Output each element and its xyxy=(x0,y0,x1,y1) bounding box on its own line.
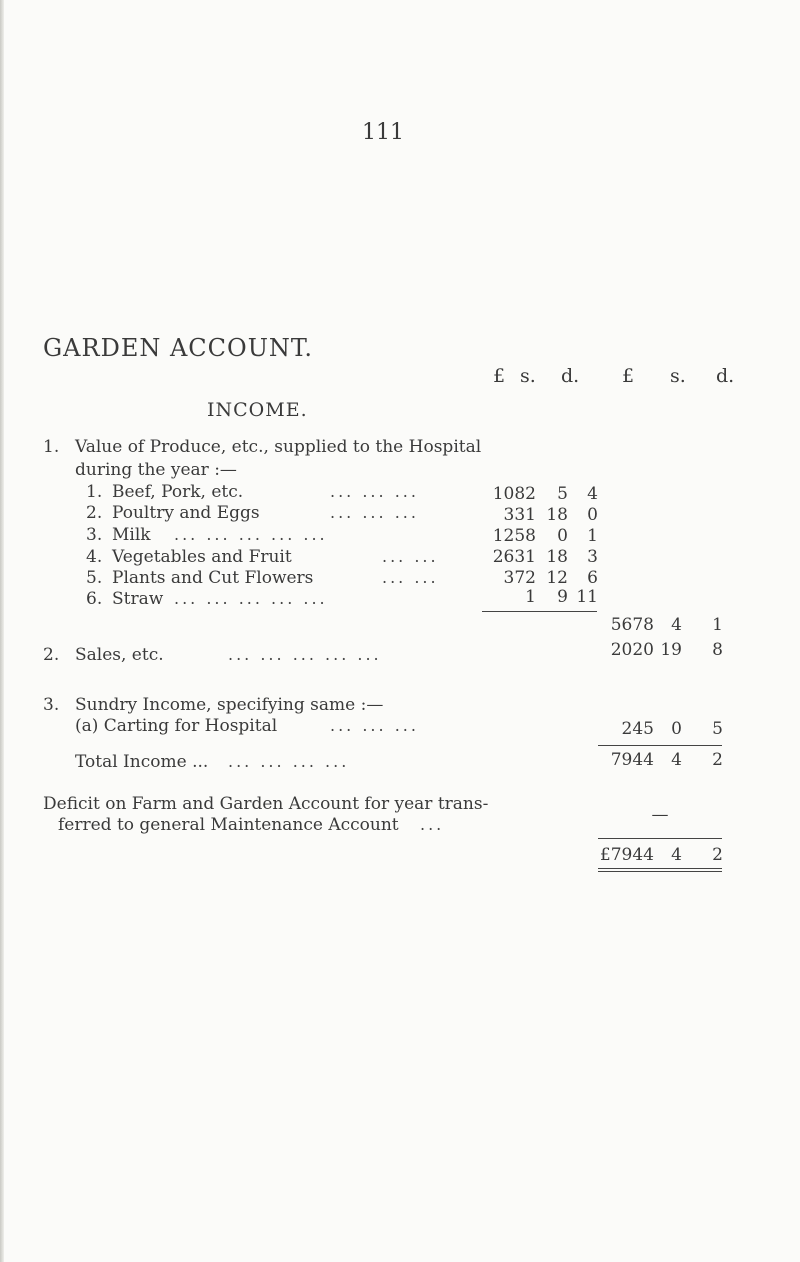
subitem-pounds: 1258 xyxy=(492,526,536,546)
subitem-number: 2. xyxy=(86,503,103,523)
item3-line1: Sundry Income, specifying same :— xyxy=(75,695,384,715)
item3-total-pence: 5 xyxy=(712,719,723,739)
subitem-shillings: 18 xyxy=(546,505,568,525)
deficit-line1: Deficit on Farm and Garden Account for year trans- xyxy=(43,794,489,814)
subitem-label: Beef, Pork, etc. xyxy=(112,482,244,502)
leader-dots: ... ... ... ... ... xyxy=(174,525,328,544)
subitem-shillings: 9 xyxy=(557,587,568,607)
item2-total-pounds: 2020 xyxy=(610,640,654,660)
page-edge-shadow xyxy=(0,0,4,1262)
subitem-pence: 1 xyxy=(587,526,598,546)
subitem-label: Milk xyxy=(112,525,151,545)
page-title: GARDEN ACCOUNT. xyxy=(43,334,314,362)
item1-total-shillings: 4 xyxy=(671,615,682,635)
item2-total-shillings: 19 xyxy=(660,640,682,660)
subitem-label: Vegetables and Fruit xyxy=(112,547,292,567)
leader-dots: ... xyxy=(420,815,445,834)
grand-total-pence: 2 xyxy=(712,845,723,865)
subitem-pence: 6 xyxy=(587,568,598,588)
item1-total-pence: 1 xyxy=(712,615,723,635)
item2-number: 2. xyxy=(43,645,60,665)
item3-total-pounds: 245 xyxy=(621,719,654,739)
item3-number: 3. xyxy=(43,695,60,715)
subitem-number: 4. xyxy=(86,547,103,567)
subitem-pounds: 372 xyxy=(503,568,536,588)
total-income-shillings: 4 xyxy=(671,750,682,770)
subitem-pence: 11 xyxy=(576,587,598,607)
subitem-shillings: 0 xyxy=(557,526,568,546)
item1-line1: Value of Produce, etc., supplied to the Hospital xyxy=(75,437,482,457)
header-shillings-total: s. xyxy=(670,365,686,387)
item1-line2: during the year :— xyxy=(75,460,237,480)
item1-number: 1. xyxy=(43,437,60,457)
item3-total-shillings: 0 xyxy=(671,719,682,739)
subitem-pounds: 1082 xyxy=(492,484,536,504)
subitem-label: Plants and Cut Flowers xyxy=(112,568,314,588)
page-number: 111 xyxy=(362,120,404,145)
leader-dots: ... ... ... ... ... xyxy=(228,645,382,664)
subitem-label: Straw xyxy=(112,589,164,609)
grand-total-shillings: 4 xyxy=(671,845,682,865)
total-income-pence: 2 xyxy=(712,750,723,770)
subitem-pounds: 331 xyxy=(503,505,536,525)
header-pence-total: d. xyxy=(716,365,735,387)
subitem-number: 5. xyxy=(86,568,103,588)
subitem-label: Poultry and Eggs xyxy=(112,503,260,523)
subitem-number: 1. xyxy=(86,482,103,502)
item1-total-pounds: 5678 xyxy=(610,615,654,635)
leader-dots: ... ... ... xyxy=(330,503,419,522)
leader-dots: ... ... ... xyxy=(330,482,419,501)
leader-dots: ... ... xyxy=(382,547,439,566)
deficit-line2: ferred to general Maintenance Account xyxy=(58,815,399,835)
deficit-value: — xyxy=(651,805,669,825)
total-rule xyxy=(598,838,722,839)
item2-label: Sales, etc. xyxy=(75,645,164,665)
section-heading: INCOME. xyxy=(207,399,308,421)
subtotal-rule xyxy=(482,611,597,612)
grand-total-pounds: £7944 xyxy=(599,845,654,865)
header-pounds-itemised: £ xyxy=(493,365,506,387)
leader-dots: ... ... ... xyxy=(330,716,419,735)
header-pence-itemised: d. xyxy=(561,365,580,387)
subitem-number: 3. xyxy=(86,525,103,545)
total-rule xyxy=(598,745,722,746)
subitem-pounds: 2631 xyxy=(492,547,536,567)
total-income-label: Total Income ... xyxy=(75,752,209,772)
subitem-pence: 0 xyxy=(587,505,598,525)
subitem-shillings: 12 xyxy=(546,568,568,588)
leader-dots: ... ... xyxy=(382,568,439,587)
subitem-shillings: 18 xyxy=(546,547,568,567)
header-shillings-itemised: s. xyxy=(520,365,536,387)
subitem-shillings: 5 xyxy=(557,484,568,504)
subitem-number: 6. xyxy=(86,589,103,609)
item3-sub-label: (a) Carting for Hospital xyxy=(75,716,278,736)
subitem-pence: 3 xyxy=(587,547,598,567)
subitem-pounds: 1 xyxy=(525,587,536,607)
total-income-pounds: 7944 xyxy=(610,750,654,770)
subitem-pence: 4 xyxy=(587,484,598,504)
header-pounds-total: £ xyxy=(622,365,635,387)
item2-total-pence: 8 xyxy=(712,640,723,660)
leader-dots: ... ... ... ... ... xyxy=(174,589,328,608)
leader-dots: ... ... ... ... xyxy=(228,752,350,771)
double-rule xyxy=(598,868,722,872)
